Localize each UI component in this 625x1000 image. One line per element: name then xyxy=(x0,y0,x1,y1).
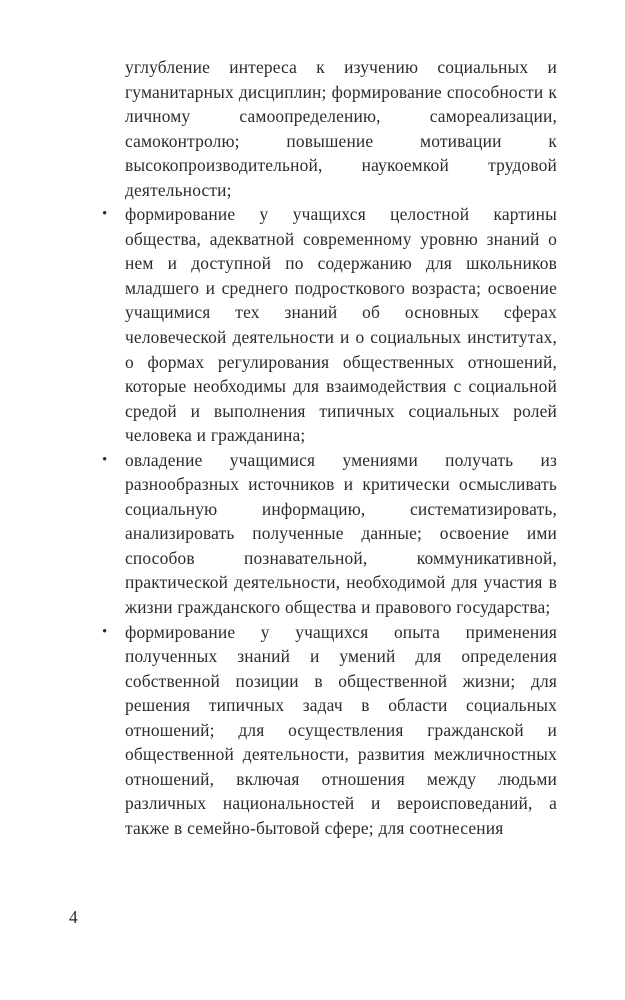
list-item-text: формирование у учащихся опыта применения полученных знаний и умений для определения собственной позиции в общественной жизни; для решения типичных задач в области социальных отношений; для осуществления гражданской и общественной деятельности, развития межличностных отношений, включая отношения между людьми различных национальностей и вероисповеданий, а также в семейно-бытовой сфере; для соотнесения xyxy=(125,621,557,838)
bullet-icon: • xyxy=(102,623,108,640)
list-item-text: овладение учащимися умениями получать из разнообразных источников и критически осмысливать социальную информацию, систематизировать, анализировать полученные данные; освоение ими способов познавательной, коммуникативной, практической деятельности, необходимой для участия в жизни гражданского общества и правового государства; xyxy=(125,449,557,618)
list-item xyxy=(99,202,557,447)
page-number: 4 xyxy=(69,907,78,927)
bullet-icon: • xyxy=(102,206,108,223)
list-item xyxy=(99,620,557,841)
list-item xyxy=(99,448,557,620)
list-item-text: формирование у учащихся целостной картины общества, адекватной современному уровню знаний о нем и доступной по содержанию для школьников младшего и среднего подросткового возраста; освоение учащимися тех знаний об основных сферах человеческой деятельности и о социальных институтах, о формах регулирования общественных отношений, которые необходимы для взаимодействия с социальной средой и выполнения типичных социальных ролей человека и гражданина; xyxy=(125,204,557,446)
bullet-icon: • xyxy=(102,451,108,468)
text-column xyxy=(99,55,557,841)
continuation-paragraph: углубление интереса к изучению социальных и гуманитарных дисциплин; формирование способности к личному самоопределению, самореализации, самоконтролю; повышение мотивации к высокопроизводительной, наукоемкой трудовой деятельности; xyxy=(125,57,557,200)
